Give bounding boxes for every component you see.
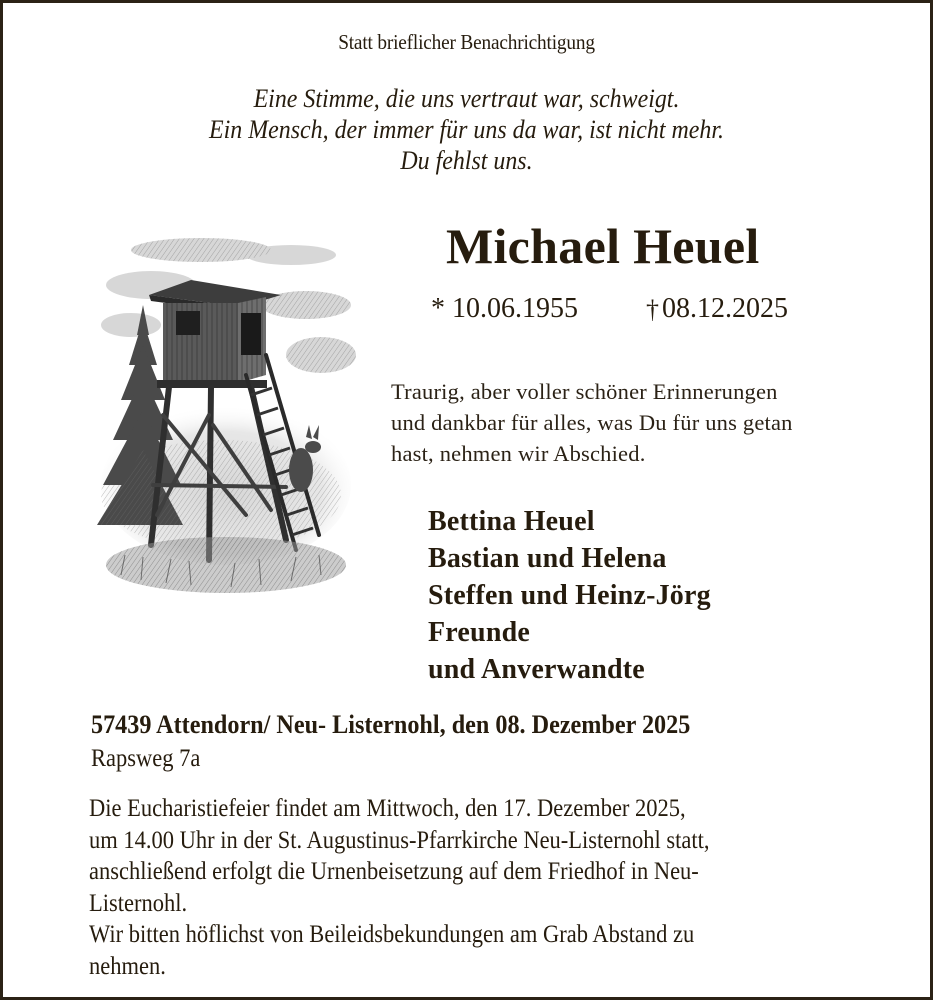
condolence-line: hast, nehmen wir Abschied. xyxy=(391,441,646,466)
mourner: Freunde xyxy=(428,617,530,648)
condolence-line: Traurig, aber voller schöner Erinnerungen xyxy=(391,379,778,404)
poem-line: Eine Stimme, die uns vertraut war, schweigt. xyxy=(253,84,680,113)
death-date xyxy=(646,293,788,325)
cross-icon: † xyxy=(646,295,659,324)
mourner: und Anverwandte xyxy=(428,654,645,685)
mourners-list xyxy=(428,503,711,688)
service-line: Wir bitten höflichst von Beileidsbekundungen am Grab Abstand zu xyxy=(89,921,695,948)
condolence-line: und dankbar für alles, was Du für uns getan xyxy=(391,410,793,435)
place-date: 57439 Attendorn/ Neu- Listernohl, den 08. Dezember 2025 xyxy=(91,710,691,739)
birth-date-value: 10.06.1955 xyxy=(452,293,578,324)
mourner: Bastian und Helena xyxy=(428,543,667,574)
service-line: Die Eucharistiefeier findet am Mittwoch, den 17. Dezember 2025, xyxy=(89,795,686,822)
deceased-name: Michael Heuel xyxy=(446,218,760,274)
star-icon: * xyxy=(431,293,445,324)
service-line: anschließend erfolgt die Urnenbeisetzung auf dem Friedhof in Neu- xyxy=(89,858,699,885)
condolence-text xyxy=(391,376,793,469)
birth-date xyxy=(431,293,578,325)
service-line: um 14.00 Uhr in der St. Augustinus-Pfarrkirche Neu-Listernohl statt, xyxy=(89,826,710,854)
poem-line: Ein Mensch, der immer für uns da war, ist nicht mehr. xyxy=(209,115,724,144)
poem-line: Du fehlst uns. xyxy=(400,146,533,175)
death-date-value: 08.12.2025 xyxy=(662,293,788,324)
poem xyxy=(40,83,893,176)
hunting-stand-illustration xyxy=(91,225,356,600)
service-info xyxy=(89,793,710,982)
mourner: Steffen und Heinz-Jörg xyxy=(428,580,711,611)
mourner: Bettina Heuel xyxy=(428,506,595,537)
notice-header: Statt brieflicher Benachrichtigung xyxy=(338,30,595,54)
service-line: Listernohl. xyxy=(89,889,188,917)
service-line: nehmen. xyxy=(89,952,166,980)
street-address: Rapsweg 7a xyxy=(91,745,201,772)
